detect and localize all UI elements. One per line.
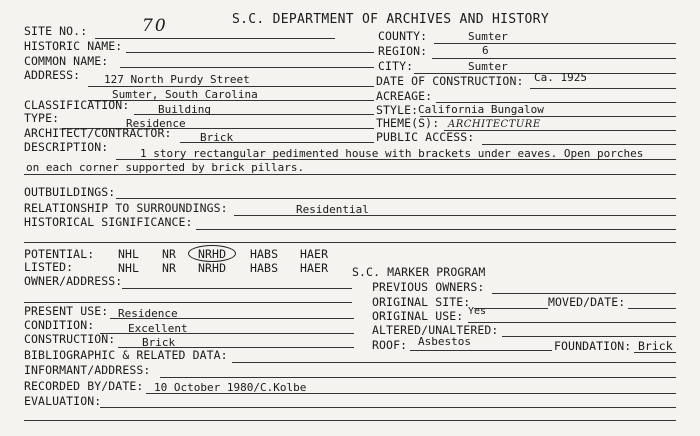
historic-name-line: [126, 52, 374, 53]
potential-haer: HAER: [300, 247, 329, 261]
architect-label: ARCHITECT/CONTRACTOR:: [24, 126, 172, 140]
form-title: S.C. DEPARTMENT OF ARCHIVES AND HISTORY: [232, 12, 549, 27]
original-use-line: [468, 322, 676, 323]
listed-haer: HAER: [300, 261, 329, 275]
condition-label: CONDITION:: [24, 318, 95, 332]
significance-line: [196, 229, 676, 230]
common-name-label: COMMON NAME:: [24, 54, 109, 68]
potential-nrhd: NRHD: [198, 247, 227, 261]
listed-nhl: NHL: [118, 261, 140, 275]
city-label: CITY:: [378, 59, 414, 73]
condition-value: Excellent: [128, 322, 188, 335]
potential-habs: HABS: [250, 247, 279, 261]
themes-value: ARCHITECTURE: [448, 119, 541, 130]
listed-label: LISTED:: [24, 260, 74, 274]
address-label: ADDRESS:: [24, 68, 81, 82]
date-of-construction-label: DATE OF CONSTRUCTION:: [376, 74, 524, 88]
description-line1: [116, 159, 676, 160]
county-value: Sumter: [468, 30, 508, 43]
description-line2-value: on each corner supported by brick pillars.: [26, 161, 305, 174]
significance-line2: [24, 242, 676, 243]
informant-label: INFORMANT/ADDRESS:: [24, 363, 151, 377]
potential-nr: NR: [162, 247, 177, 261]
roof-line: [410, 350, 552, 351]
address-line2: [88, 100, 374, 101]
original-site-label: ORIGINAL SITE:: [372, 295, 471, 309]
marker-program: S.C. MARKER PROGRAM: [352, 265, 486, 279]
significance-label: HISTORICAL SIGNIFICANCE:: [24, 215, 193, 229]
public-access-label: PUBLIC ACCESS:: [376, 130, 475, 144]
description-label: DESCRIPTION:: [24, 140, 109, 154]
acreage-label: ACREAGE:: [376, 89, 433, 103]
informant-line: [160, 377, 676, 378]
recorded-by-label: RECORDED BY/DATE:: [24, 379, 144, 393]
site-no-label: SITE NO.:: [24, 24, 88, 38]
common-name-line: [120, 67, 374, 68]
region-label: REGION:: [378, 44, 428, 58]
address-line1-value: 127 North Purdy Street: [104, 73, 250, 86]
style-label: STYLE:: [376, 103, 419, 117]
date-of-construction-line: [530, 88, 676, 89]
outbuildings-label: OUTBUILDINGS:: [24, 185, 116, 199]
present-use-label: PRESENT USE:: [24, 304, 109, 318]
city-value: Sumter: [468, 60, 508, 73]
architect-value: Brick: [200, 131, 234, 144]
construction-value: Brick: [142, 336, 176, 349]
public-access-line: [482, 144, 676, 145]
description-line1-value: 1 story rectangular pedimented house with brackets under eaves. Open porches: [140, 147, 644, 160]
site-no-value: 70: [142, 16, 168, 36]
relationship-label: RELATIONSHIP TO SURROUNDINGS:: [24, 201, 228, 215]
historic-name-label: HISTORIC NAME:: [24, 39, 123, 53]
type-label: TYPE:: [24, 111, 60, 125]
bibliographic-line: [232, 362, 676, 363]
altered-line: [502, 336, 676, 337]
nrhd-circle: [188, 245, 236, 262]
date-of-construction-value: Ca. 1925: [534, 71, 587, 84]
classification-label: CLASSIFICATION:: [24, 98, 130, 112]
altered-label: ALTERED/UNALTERED:: [372, 323, 499, 337]
listed-habs: HABS: [250, 261, 279, 275]
roof-label: ROOF:: [372, 338, 408, 352]
foundation-value: Brick: [638, 339, 673, 353]
previous-owners-label: PREVIOUS OWNERS:: [372, 280, 485, 294]
county-line: [434, 43, 676, 44]
moved-date-label: MOVED/DATE:: [548, 295, 626, 309]
evaluation-line2: [24, 420, 676, 421]
foundation-label: FOUNDATION:: [554, 339, 632, 353]
present-use-value: Residence: [118, 307, 178, 320]
owner-line2: [24, 302, 352, 303]
region-line: [432, 58, 676, 59]
address-line2-value: Sumter, South Carolina: [112, 88, 258, 101]
construction-label: CONSTRUCTION:: [24, 332, 116, 346]
evaluation-label: EVALUATION:: [24, 394, 102, 408]
moved-date-line: [628, 308, 676, 309]
roof-value: Asbestos: [418, 335, 471, 348]
region-value: 6: [482, 44, 489, 57]
relationship-value: Residential: [296, 203, 369, 216]
listed-nr: NR: [162, 261, 177, 275]
previous-owners-line: [492, 293, 676, 294]
original-use-value: Yes: [468, 306, 487, 317]
type-value: Residence: [126, 117, 186, 130]
owner-line: [122, 288, 352, 289]
evaluation-line: [100, 407, 676, 408]
outbuildings-line: [116, 198, 676, 199]
county-label: COUNTY:: [378, 29, 428, 43]
bibliographic-label: BIBLIOGRAPHIC & RELATED DATA:: [24, 348, 228, 362]
recorded-by-value: 10 October 1980/C.Kolbe: [154, 381, 307, 394]
themes-label: THEME(S):: [376, 116, 440, 130]
site-no-line: [95, 38, 335, 39]
description-line2: [24, 174, 676, 175]
owner-label: OWNER/ADDRESS:: [24, 274, 123, 288]
potential-nhl: NHL: [118, 247, 140, 261]
style-line: [420, 116, 676, 117]
style-value: California Bungalow: [418, 103, 544, 116]
potential-label: POTENTIAL:: [24, 247, 95, 261]
original-use-label: ORIGINAL USE:: [372, 309, 464, 323]
classification-value: Building: [158, 103, 211, 116]
address-line1: [88, 86, 374, 87]
listed-nrhd: NRHD: [198, 261, 227, 275]
